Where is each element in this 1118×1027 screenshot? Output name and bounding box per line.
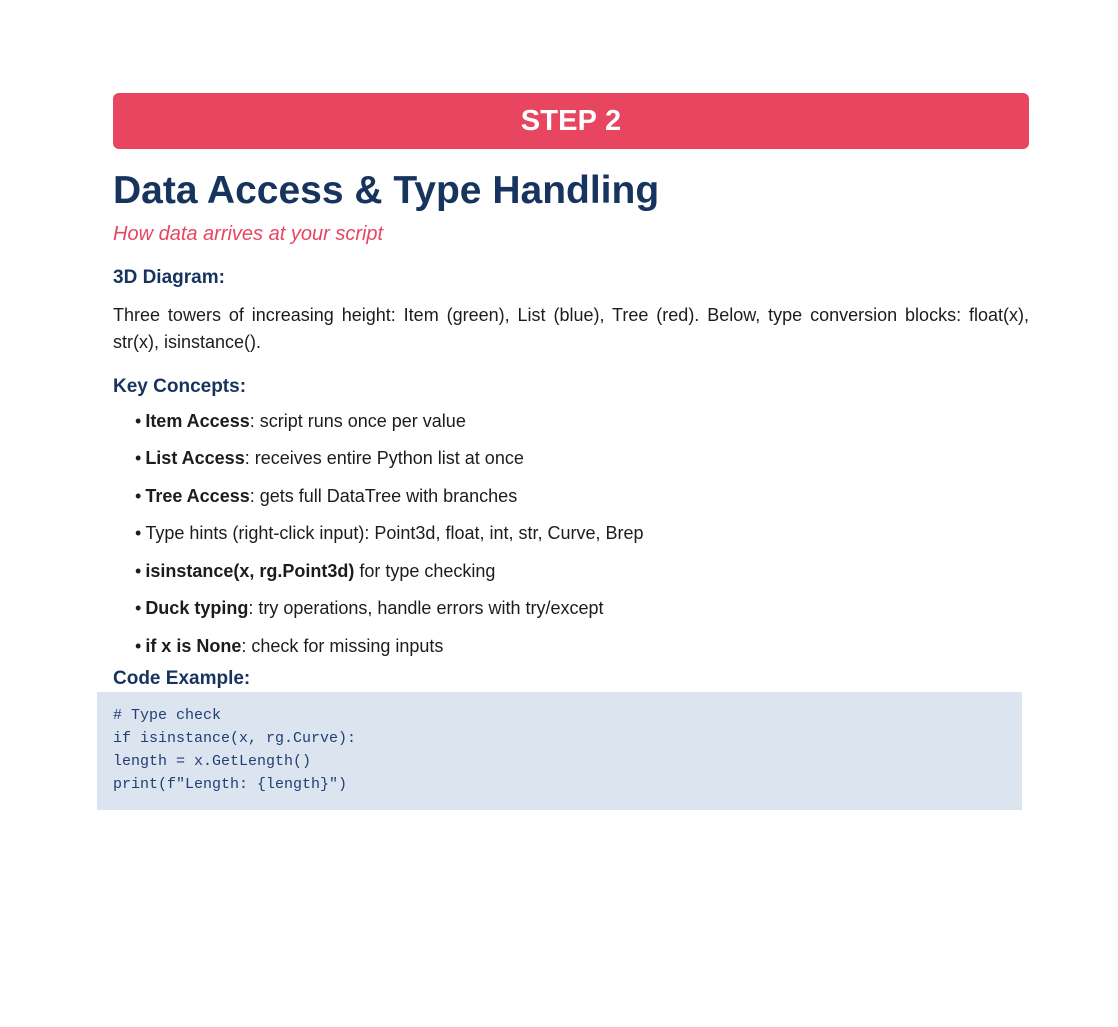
concept-item bbox=[135, 597, 1029, 635]
concept-term: if x is None bbox=[145, 635, 242, 656]
code-line: if isinstance(x, rg.Curve): bbox=[113, 730, 357, 748]
bullet-icon: • bbox=[135, 485, 142, 506]
bullet-icon: • bbox=[135, 635, 142, 656]
concept-desc: : try operations, handle errors with try/except bbox=[248, 598, 604, 619]
concept-term: Tree Access bbox=[145, 485, 250, 506]
concept-desc: : script runs once per value bbox=[249, 410, 466, 431]
concept-desc: Type hints (right-click input): Point3d, float, int, str, Curve, Brep bbox=[145, 523, 644, 544]
concept-item bbox=[135, 560, 1029, 598]
bullet-icon: • bbox=[135, 560, 142, 581]
concept-term: Duck typing bbox=[145, 598, 249, 619]
bullet-icon: • bbox=[135, 448, 142, 469]
concept-item bbox=[135, 635, 1029, 673]
concept-term: List Access bbox=[145, 448, 245, 469]
concept-desc: : receives entire Python list at once bbox=[244, 448, 524, 469]
document-page bbox=[113, 93, 1029, 794]
code-line: print(f"Length: {length}") bbox=[113, 776, 348, 794]
page-subtitle: How data arrives at your script bbox=[113, 222, 384, 245]
bullet-icon: • bbox=[135, 598, 142, 619]
concept-desc: : check for missing inputs bbox=[241, 635, 444, 656]
code-line: length = x.GetLength() bbox=[113, 753, 312, 771]
concept-desc: : gets full DataTree with branches bbox=[249, 485, 518, 506]
concept-term: Item Access bbox=[145, 410, 250, 431]
bullet-icon: • bbox=[135, 410, 142, 431]
bullet-icon: • bbox=[135, 523, 142, 544]
key-concepts-heading: Key Concepts: bbox=[113, 375, 247, 397]
key-concepts-list bbox=[113, 410, 1029, 673]
concept-desc: for type checking bbox=[354, 560, 496, 581]
concept-item bbox=[135, 485, 1029, 523]
concept-item bbox=[135, 447, 1029, 485]
diagram-description: Three towers of increasing height: Item (green), List (blue), Tree (red). Below, type conversion blocks: float(x), str(x), isinstance(). bbox=[113, 304, 1029, 352]
diagram-heading: 3D Diagram: bbox=[113, 266, 225, 288]
concept-item bbox=[135, 410, 1029, 448]
code-example-heading: Code Example: bbox=[113, 668, 251, 690]
step-banner bbox=[113, 93, 1029, 149]
code-line: # Type check bbox=[113, 707, 222, 725]
page-title: Data Access & Type Handling bbox=[113, 169, 660, 212]
concept-term: isinstance(x, rg.Point3d) bbox=[145, 560, 355, 581]
step-banner-label: STEP 2 bbox=[520, 104, 622, 137]
concept-item bbox=[135, 522, 1029, 560]
code-block bbox=[97, 692, 1022, 810]
